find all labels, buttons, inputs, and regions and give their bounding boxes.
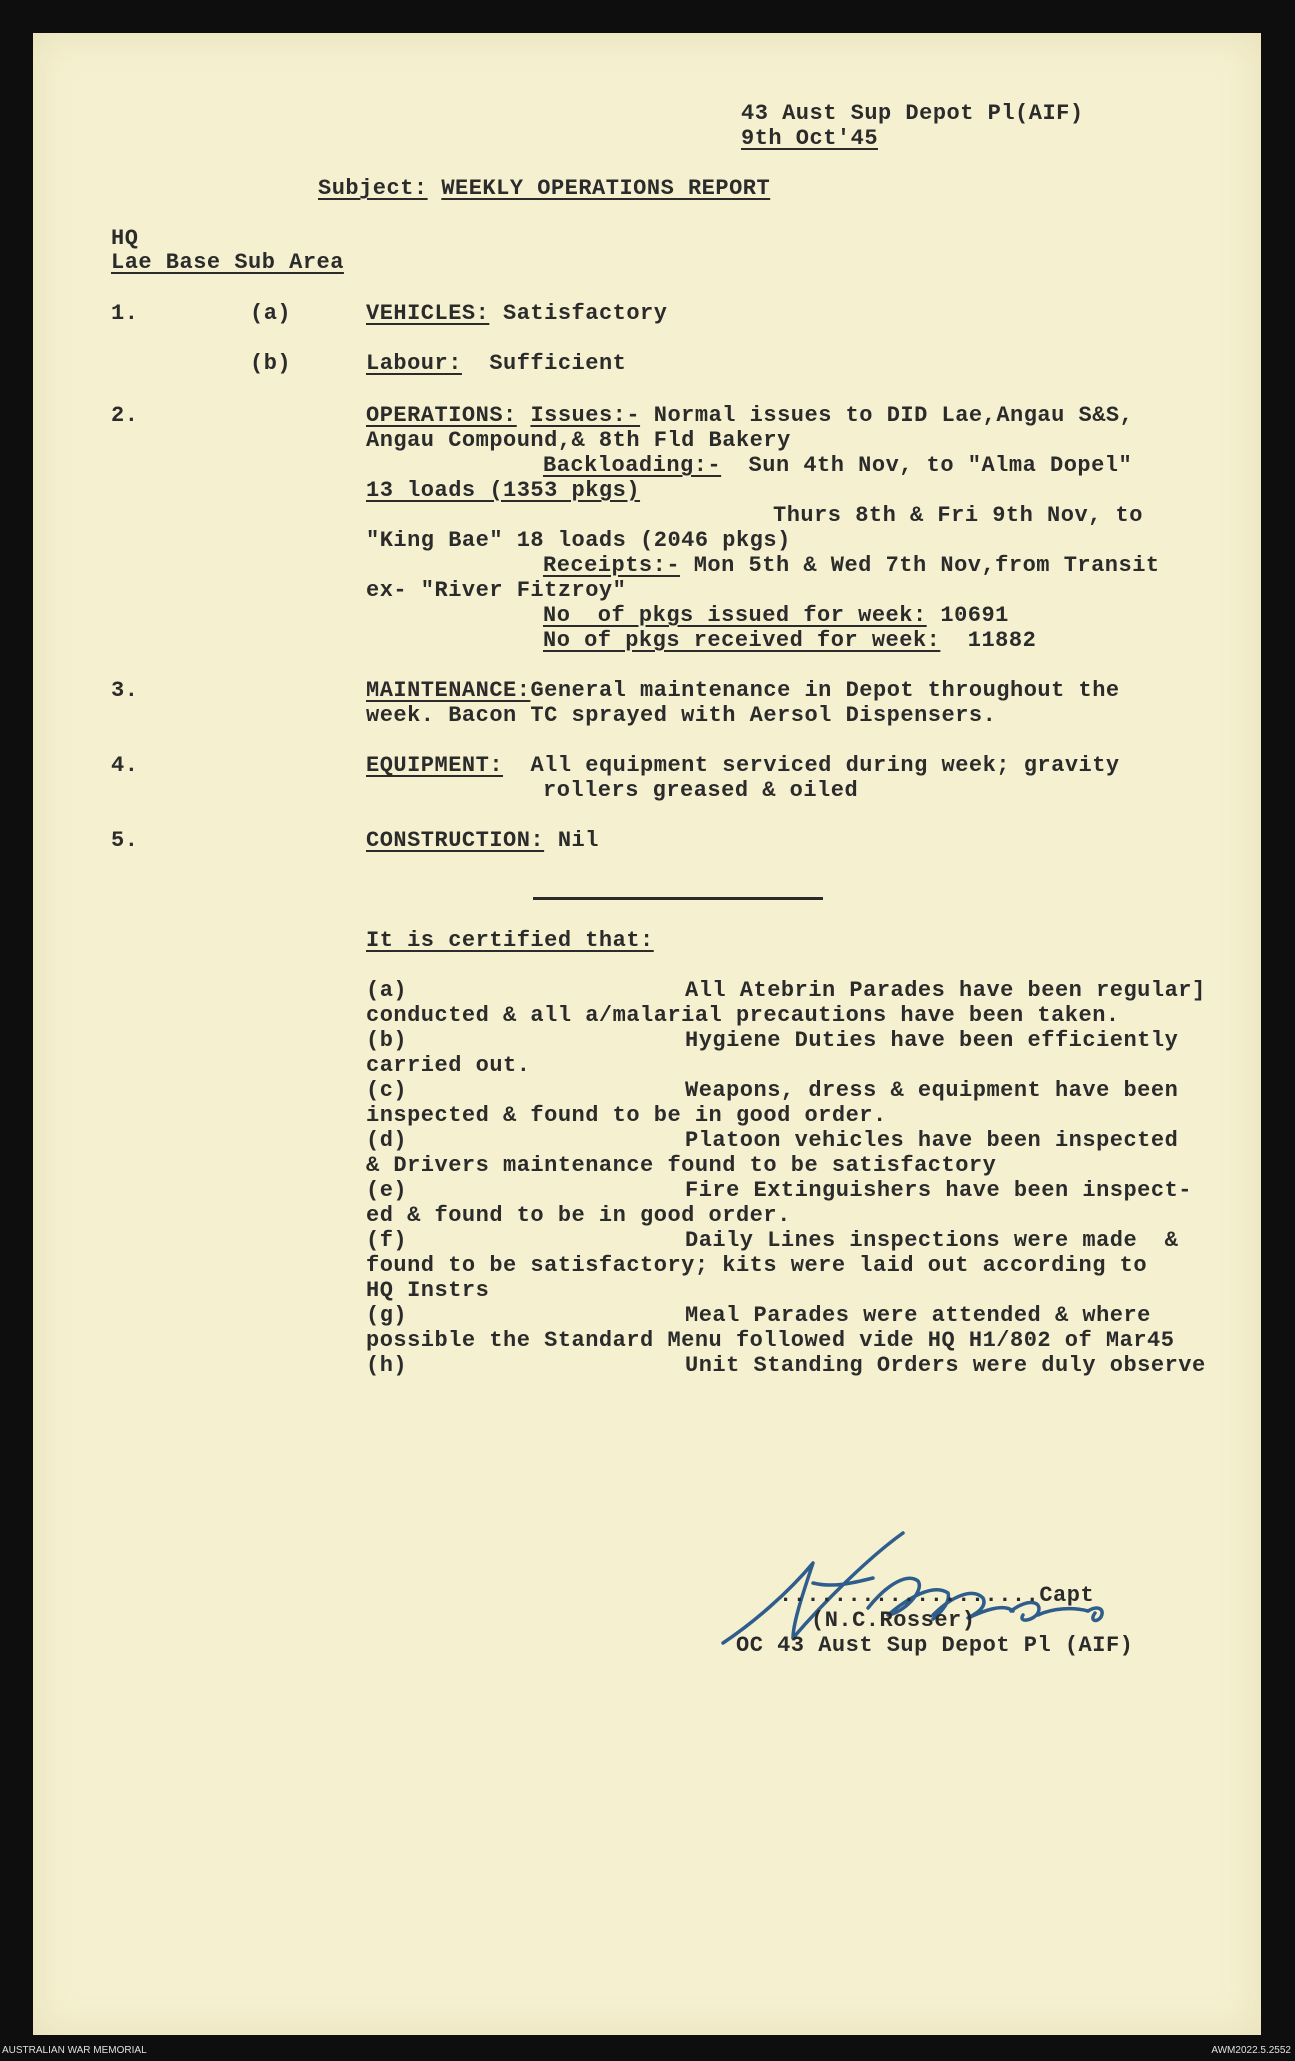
cert-item-d-cont: & Drivers maintenance found to be satisfactory	[366, 1153, 997, 1178]
cert-item-f-cont2: HQ Instrs	[366, 1278, 490, 1303]
cert-item-h-label: (h)	[366, 1353, 408, 1378]
signatory-position: OC 43 Aust Sup Depot Pl (AIF)	[736, 1633, 1134, 1658]
signatory-name: (N.C.Rosser)	[811, 1608, 976, 1633]
section-2-number: 2.	[111, 403, 139, 428]
cert-item-g-text: Meal Parades were attended & where	[685, 1303, 1151, 1328]
section-4-number: 4.	[111, 753, 139, 778]
footer-accession: AWM2022.5.2552	[1211, 2045, 1291, 2056]
backloading-thurs-line: Thurs 8th & Fri 9th Nov, to	[773, 503, 1143, 528]
cert-item-a-cont: conducted & all a/malarial precautions have been taken.	[366, 1003, 1120, 1028]
cert-item-e-text: Fire Extinguishers have been inspect-	[685, 1178, 1192, 1203]
cert-item-d-text: Platoon vehicles have been inspected	[685, 1128, 1179, 1153]
pkgs-received-line	[543, 628, 1036, 653]
labour-title: Labour:	[366, 351, 462, 376]
subject-label-text: Subject:	[318, 176, 428, 201]
maintenance-text: General maintenance in Depot throughout the	[530, 678, 1120, 703]
cert-item-g-label: (g)	[366, 1303, 408, 1328]
construction-text: Nil	[557, 828, 599, 853]
maintenance-line	[366, 678, 1120, 703]
unit-heading: 43 Aust Sup Depot Pl(AIF)	[741, 101, 1084, 126]
section-1-number: 1.	[111, 301, 139, 326]
cert-item-d-label: (d)	[366, 1128, 408, 1153]
footer-source: AUSTRALIAN WAR MEMORIAL	[2, 2045, 147, 2056]
signature-dots-rank: ...................Capt	[779, 1583, 1095, 1608]
subject-title: WEEKLY OPERATIONS REPORT	[441, 176, 771, 201]
equipment-line	[366, 753, 1120, 778]
pkgs-issued-label: No of pkgs issued for week:	[543, 603, 927, 628]
vehicles-status: Satisfactory	[503, 301, 668, 326]
construction-line	[366, 828, 599, 853]
cert-item-c-label: (c)	[366, 1078, 408, 1103]
operations-title: OPERATIONS:	[366, 403, 517, 428]
section-1a-label: (a)	[250, 301, 292, 326]
section-1a-line	[366, 301, 667, 326]
addressee-line-1: HQ	[111, 226, 139, 251]
equipment-title: EQUIPMENT:	[366, 753, 504, 778]
addressee-line-2: Lae Base Sub Area	[111, 250, 344, 275]
cert-item-c-text: Weapons, dress & equipment have been	[685, 1078, 1179, 1103]
cert-item-f-text: Daily Lines inspections were made &	[685, 1228, 1179, 1253]
cert-item-b-label: (b)	[366, 1028, 408, 1053]
section-1b-line	[366, 351, 626, 376]
section-1b-label: (b)	[250, 351, 292, 376]
construction-title: CONSTRUCTION:	[366, 828, 545, 853]
issues-text: Normal issues to DID Lae,Angau S&S,	[653, 403, 1134, 428]
operations-issues-line	[366, 403, 1133, 428]
equipment-continuation: rollers greased & oiled	[543, 778, 859, 803]
cert-item-b-text: Hygiene Duties have been efficiently	[685, 1028, 1179, 1053]
vehicles-title: VEHICLES:	[366, 301, 490, 326]
section-5-number: 5.	[111, 828, 139, 853]
cert-item-a-text: All Atebrin Parades have been regular]	[685, 978, 1206, 1003]
issues-label: Issues:-	[530, 403, 641, 428]
maintenance-title: MAINTENANCE:	[366, 678, 531, 703]
receipts-continuation: ex- "River Fitzroy"	[366, 578, 627, 603]
receipts-line	[543, 553, 1160, 578]
cert-item-a-label: (a)	[366, 978, 408, 1003]
certification-heading: It is certified that:	[366, 928, 654, 953]
maintenance-continuation: week. Bacon TC sprayed with Aersol Dispensers.	[366, 703, 997, 728]
pkgs-received-value: 11882	[967, 628, 1037, 653]
cert-item-e-cont: ed & found to be in good order.	[366, 1203, 791, 1228]
subject-label	[318, 176, 770, 201]
pkgs-issued-line	[543, 603, 1009, 628]
cert-item-b-cont: carried out.	[366, 1053, 531, 1078]
backloading-label: Backloading:-	[543, 453, 722, 478]
pkgs-issued-value: 10691	[940, 603, 1009, 628]
receipts-label: Receipts:-	[543, 553, 681, 578]
receipts-text: Mon 5th & Wed 7th Nov,from Transit	[693, 553, 1160, 578]
backloading-kingbae-line: "King Bae" 18 loads (2046 pkgs)	[366, 528, 791, 553]
backloading-line	[543, 453, 1132, 478]
section-3-number: 3.	[111, 678, 139, 703]
report-date: 9th Oct'45	[741, 126, 879, 151]
cert-item-f-cont: found to be satisfactory; kits were laid out according to	[366, 1253, 1148, 1278]
cert-item-e-label: (e)	[366, 1178, 408, 1203]
document-page	[33, 33, 1261, 2035]
backloading-text: Sun 4th Nov, to "Alma Dopel"	[748, 453, 1133, 478]
issues-continuation: Angau Compound,& 8th Fld Bakery	[366, 428, 791, 453]
cert-item-h-text: Unit Standing Orders were duly observe	[685, 1353, 1206, 1378]
section-divider	[533, 897, 823, 900]
labour-status: Sufficient	[489, 351, 627, 376]
cert-item-c-cont: inspected & found to be in good order.	[366, 1103, 887, 1128]
backloading-continuation: 13 loads (1353 pkgs)	[366, 478, 641, 503]
cert-item-g-cont: possible the Standard Menu followed vide HQ H1/802 of Mar45	[366, 1328, 1175, 1353]
pkgs-received-label: No of pkgs received for week:	[543, 628, 941, 653]
cert-item-f-label: (f)	[366, 1228, 408, 1253]
equipment-text: All equipment serviced during week; gravity	[530, 753, 1120, 778]
